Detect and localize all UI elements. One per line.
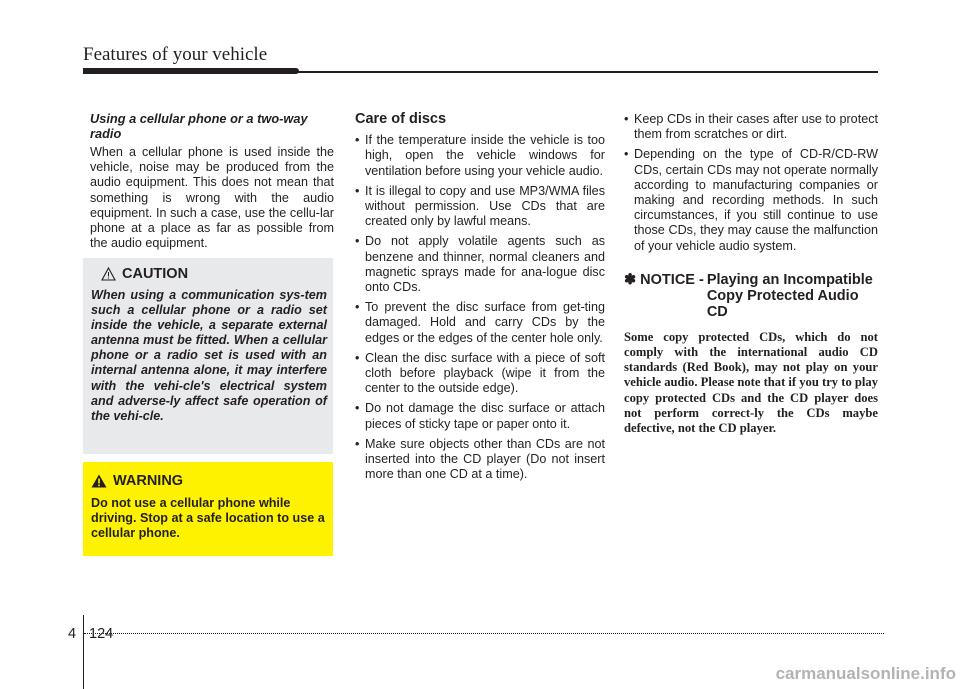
page-number: 124 <box>89 626 114 642</box>
care-of-discs-list <box>355 133 605 482</box>
list-item: • To prevent the disc surface from get-ting damaged. Hold and carry CDs by the edges or the edges of the center hole only. <box>355 300 605 346</box>
footer-divider <box>83 615 84 689</box>
list-item: • Keep CDs in their cases after use to protect them from scratches or dirt. <box>624 112 878 142</box>
list-item: • Depending on the type of CD-R/CD-RW CDs, certain CDs may not operate normally according to manufacturing companies or making and recording methods. In such circumstances, if you still continue to use those CDs, they may cause the malfunction of your vehicle audio system. <box>624 147 878 253</box>
warning-triangle-icon <box>91 474 107 488</box>
notice-heading <box>624 272 878 320</box>
caution-text: When using a communication sys-tem such a cellular phone or a radio set inside the vehicle, a separate external antenna must be fitted. When a cellular phone or a radio set is used with an internal antenna alone, it may interfere with the vehi-cle's electrical system and adverse-ly affect safe operation of the vehi-cle. <box>91 288 327 423</box>
column-3 <box>624 112 878 436</box>
warning-box <box>83 462 333 556</box>
chapter-number: 4 <box>68 626 77 642</box>
list-item: • Do not apply volatile agents such as benzene and thinner, normal cleaners and magnetic sprays made for ana-logue disc onto CDs. <box>355 234 605 295</box>
caution-title: CAUTION <box>122 266 189 282</box>
notice-label: ✽ NOTICE - <box>624 271 704 288</box>
cd-care-list <box>624 112 878 254</box>
caution-box <box>83 258 333 454</box>
list-item: • It is illegal to copy and use MP3/WMA files without permission. Use CDs that are created only by lawful means. <box>355 184 605 230</box>
header-rule-thin <box>83 71 878 73</box>
list-item: • Do not damage the disc surface or attach pieces of sticky tape or paper onto it. <box>355 401 605 431</box>
list-item: • Clean the disc surface with a piece of soft cloth before playback (wipe it from the center to the outside edge). <box>355 351 605 397</box>
list-item: • Make sure objects other than CDs are not inserted into the CD player (Do not insert more than one CD at a time). <box>355 437 605 483</box>
caution-triangle-icon <box>101 267 116 281</box>
watermark: carmanualsonline.info <box>775 664 956 683</box>
column-1 <box>90 112 334 251</box>
caution-heading <box>101 266 188 282</box>
cellular-phone-paragraph: When a cellular phone is used inside the vehicle, noise may be produced from the audio equipment. This does not mean that something is wrong with the audio equipment. In such a case, use the cellu-lar phone at a place as far as possible from the audio equipment. <box>90 145 334 251</box>
warning-title: WARNING <box>113 473 184 489</box>
column-2 <box>355 112 605 487</box>
warning-text: Do not use a cellular phone while driving. Stop at a safe location to use a cellular phone. <box>91 496 325 540</box>
warning-heading <box>91 473 183 489</box>
notice-body: Some copy protected CDs, which do not comply with the international audio CD standards (Red Book), may not play on your vehicle audio. Please note that if you try to play copy protected CDs and the CD player does not perform correct-ly the CDs maybe defective, not the CD player. <box>624 329 878 436</box>
footer-dotted-rule <box>84 633 884 634</box>
notice-title: Playing an Incompatible Copy Protected Audio CD <box>706 271 873 320</box>
cellular-phone-subheading: Using a cellular phone or a two-way radio <box>90 111 308 141</box>
list-item: • If the temperature inside the vehicle is too high, open the vehicle windows for ventilation before using your vehicle audio. <box>355 133 605 179</box>
care-of-discs-title: Care of discs <box>355 111 447 127</box>
page-title: Features of your vehicle <box>83 44 268 65</box>
